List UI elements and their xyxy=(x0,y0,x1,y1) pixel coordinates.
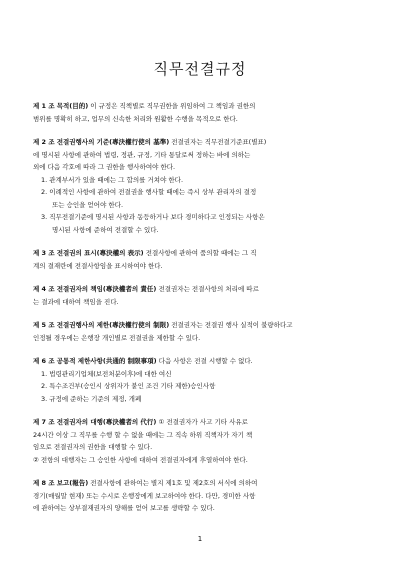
article-text-line xyxy=(33,490,373,503)
article-number: 제 6 조 xyxy=(33,357,55,365)
article-number: 제 8 조 xyxy=(33,479,55,487)
article-heading-line xyxy=(33,477,373,490)
article-text: 범위를 명확히 하고, 업무의 신속한 처리와 원활한 수행을 목적으로 한다. xyxy=(33,114,238,123)
article-sub-item: 또는 승인을 얻어야 한다. xyxy=(52,200,124,209)
article-number: 제 1 조 xyxy=(33,102,55,110)
article-heading-line xyxy=(33,416,373,429)
article-1 xyxy=(33,100,373,125)
article-text: ① 전결권자가 사고 기타 사유로 xyxy=(158,418,248,426)
article-sub-item: 1. 법령관리기업체(보전처분이후)에 대한 여신 xyxy=(41,369,172,378)
article-text-line xyxy=(33,332,373,345)
document-body xyxy=(33,100,373,526)
article-heading-line xyxy=(33,100,373,113)
article-6 xyxy=(33,355,373,405)
article-heading-line xyxy=(33,319,373,332)
article-heading-line xyxy=(33,355,373,368)
article-text: 인정될 경우에는 은행장 개인별로 전결권을 제한할 수 있다. xyxy=(33,333,201,342)
article-text: 다음 사항은 전결 시행할 수 없다. xyxy=(158,357,253,365)
article-text-line xyxy=(33,260,373,273)
article-text: 24시간 이상 그 직무를 수행 할 수 없을 때에는 그 직속 하위 직책자가 자기 책 xyxy=(33,430,253,439)
article-sub-item: 3. 규정에 준하는 기준의 제정, 개폐 xyxy=(41,394,142,403)
article-text: 에 명시된 사항에 관하여 법령, 정관, 규정, 기타 통달로써 정하는 바에 의하는 xyxy=(33,150,251,159)
article-sub-item: 2. 이례적인 사항에 관하여 전결권을 행사할 때에는 즉시 상부 관리자의 결정 xyxy=(41,188,257,196)
article-number: 제 3 조 xyxy=(33,249,55,257)
article-text: 경기(매월말 현재) 또는 수시로 은행장에게 보고하여야 한다. 다만, 경미한 사항 xyxy=(33,491,256,500)
article-text: 전결권자는 직무전결기준표(별표) xyxy=(171,138,267,146)
article-text: ② 전항의 대행자는 그 승인한 사항에 대하여 전결권자에게 후열하여야 한다. xyxy=(33,455,248,464)
page-title: 직무전결규정 xyxy=(153,60,247,78)
article-text-line xyxy=(33,429,373,442)
article-number: 제 7 조 xyxy=(33,418,55,426)
article-heading-line xyxy=(33,136,373,149)
page-number: 1 xyxy=(197,535,203,543)
article-number: 제 2 조 xyxy=(33,138,55,146)
article-text: 외에 다음 각호에 따라 그 권한을 행사하여야 한다. xyxy=(33,163,176,171)
article-title: 전결권행사의 기준(專決權行使의 基準) xyxy=(56,138,170,146)
article-2 xyxy=(33,136,373,236)
article-text-line xyxy=(33,454,373,467)
article-text: 임으로 전결권자의 권한을 대행할 수 있다. xyxy=(33,443,153,451)
article-title: 보고(報告) xyxy=(56,479,89,487)
article-text: 계의 결재란에 전결사항임을 표시하여야 한다. xyxy=(33,261,163,270)
article-text-line xyxy=(33,149,373,162)
article-text: 는 결과에 대하여 책임을 진다. xyxy=(33,297,119,306)
article-text-line xyxy=(33,441,373,454)
article-title: 전결권행사의 제한(專決權行使의 制限) xyxy=(56,321,170,329)
article-4 xyxy=(33,283,373,308)
article-sub-item: 명시된 사항에 준하여 전결할 수 있다. xyxy=(52,225,159,234)
article-text-line xyxy=(33,502,373,515)
article-text: 전결사항에 관하여 품의할 때에는 그 직 xyxy=(145,249,257,257)
article-7 xyxy=(33,416,373,466)
article-text-line xyxy=(33,113,373,126)
article-title: 목적(目的) xyxy=(56,102,89,110)
article-text: 전결사항에 관하여는 별지 제1호 및 제2호의 서식에 의하여 xyxy=(90,479,258,487)
article-sub-item: 2. 특수조건부(승인시 상위자가 붙인 조건 기타 제한)승인사항 xyxy=(41,382,216,390)
article-5 xyxy=(33,319,373,344)
article-title: 전결권의 표시(專決權의 表示) xyxy=(56,249,144,257)
article-heading-line xyxy=(33,247,373,260)
article-sub-item: 3. 직무전결기준에 명시된 사항과 동등하거나 보다 경미하다고 인정되는 사항은 xyxy=(41,213,265,221)
article-title: 전결권자의 대행(專決權者의 代行) xyxy=(56,418,157,426)
article-text: 전결권자는 전결사항의 처리에 따르 xyxy=(158,285,259,293)
article-text: 에 관하여는 상부결재권자의 양해를 얻어 보고를 생략할 수 있다. xyxy=(33,504,215,512)
article-heading-line xyxy=(33,283,373,296)
article-text-line xyxy=(33,161,373,174)
article-number: 제 5 조 xyxy=(33,321,55,329)
article-sub-item: 1. 관계부서가 있을 때에는 그 합의를 거쳐야 한다. xyxy=(41,175,184,184)
article-text-line xyxy=(33,296,373,309)
article-text: 전결권자는 전결권 행사 실적이 불량하다고 xyxy=(171,321,293,329)
article-8 xyxy=(33,477,373,515)
article-title: 전결권자의 책임(專決權者의 責任) xyxy=(56,285,157,293)
article-text: 이 규정은 직책별로 직무권한을 위임하여 그 책임과 권한의 xyxy=(90,102,256,110)
article-3 xyxy=(33,247,373,272)
article-title: 공통적 제한사항(共通的 制限事項) xyxy=(56,357,157,365)
article-number: 제 4 조 xyxy=(33,285,55,293)
